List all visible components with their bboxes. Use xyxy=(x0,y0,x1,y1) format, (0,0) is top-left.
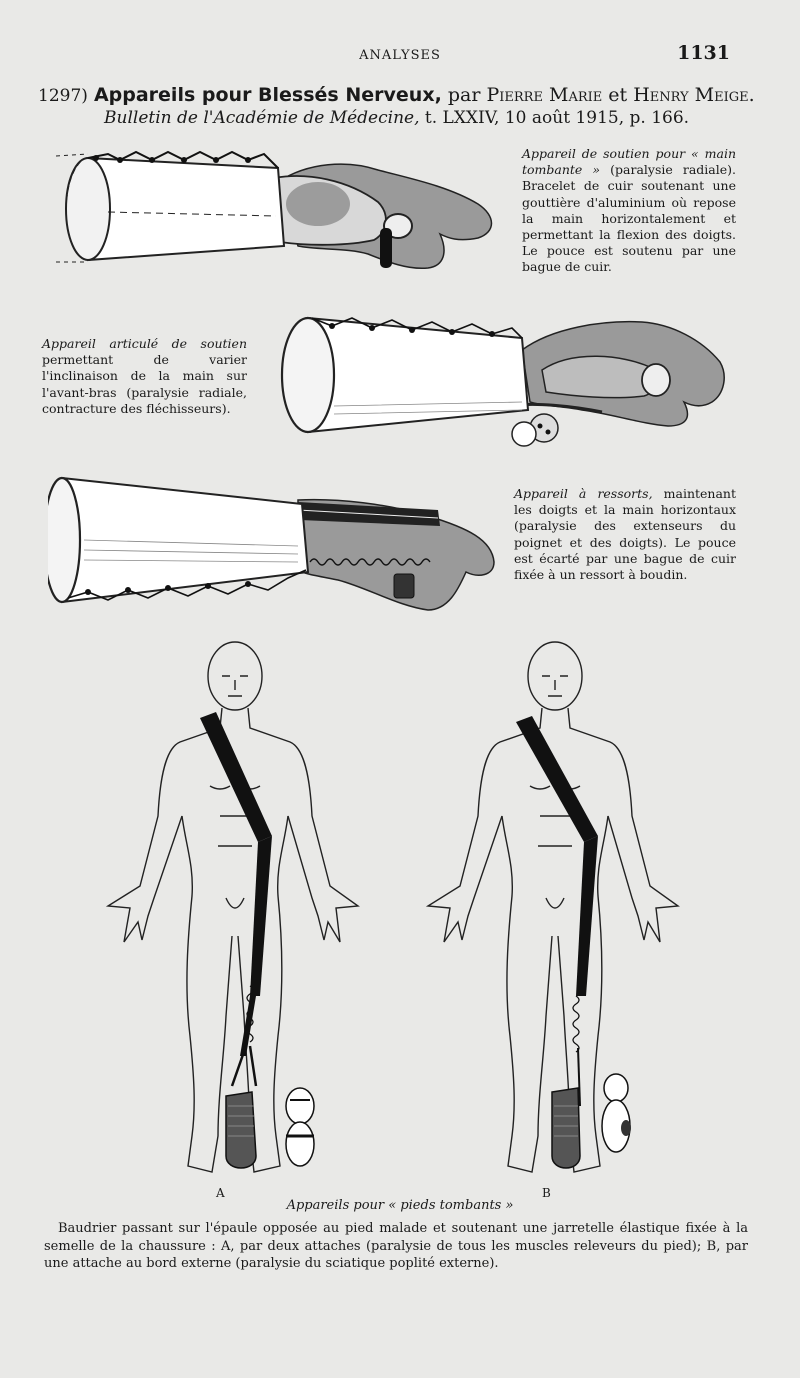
figure-title: Appareils pour « pieds tombants » xyxy=(286,1198,514,1213)
author-1: Pierre Marie xyxy=(486,84,603,106)
caption-2-italic: Appareil articulé de soutien xyxy=(42,336,247,351)
figure-pied-tombant-b xyxy=(420,636,680,1181)
figure-caption: Baudrier passant sur l'épaule opposée au pied malade et soutenant une jarretelle élastique fixée à la semelle de la chaussure : A, par deux attaches (paralysie de tous les muscles releveurs du pied); B, par une attache au bord externe (paralysie du sciatique poplité externe). xyxy=(44,1221,748,1271)
and-word: et xyxy=(608,84,628,106)
caption-3-italic: Appareil à ressorts, xyxy=(514,486,653,501)
article-title: Appareils pour Blessés Nerveux, xyxy=(93,84,442,106)
running-head: ANALYSES xyxy=(359,48,441,63)
figure-main-tombante xyxy=(48,142,508,282)
figure-pied-tombant-a xyxy=(100,636,360,1181)
caption-figure-1 xyxy=(522,146,736,276)
article-title-line xyxy=(38,84,778,106)
article-number: 1297) xyxy=(38,86,88,106)
label-a: A xyxy=(216,1186,225,1200)
caption-2-text: permettant de varier l'inclinaison de la main sur l'avant-bras (paralysie radiale, contracture des fléchisseurs). xyxy=(42,352,247,416)
figure-ressorts xyxy=(48,470,508,620)
figure-articule xyxy=(272,310,732,460)
caption-1-italic: Appareil de soutien pour « main tombante » xyxy=(522,146,736,178)
caption-3-text: maintenant les doigts et la main horizontaux (paralysie des extenseurs du poignet et des doigts). Le pouce est écarté par une bague de cuir fixée à un ressort à boudin. xyxy=(514,486,736,583)
journal-name: Bulletin de l'Académie de Médecine, xyxy=(104,108,420,128)
citation xyxy=(104,108,689,128)
caption-figure-2 xyxy=(42,336,247,417)
author-2: Henry Meige. xyxy=(633,84,755,106)
caption-figure-3 xyxy=(514,486,736,583)
page-number: 1131 xyxy=(677,42,730,64)
caption-1-text: (paralysie radiale). Bracelet de cuir soutenant une gouttière d'aluminium où repose la main horizontalement et permettant la flexion des doigts. Le pouce est soutenu par une bague de cuir. xyxy=(522,162,736,275)
volume-date: t. LXXIV, 10 août 1915, p. 166. xyxy=(424,108,690,128)
by-word: par xyxy=(447,84,481,106)
label-b: B xyxy=(542,1186,551,1200)
